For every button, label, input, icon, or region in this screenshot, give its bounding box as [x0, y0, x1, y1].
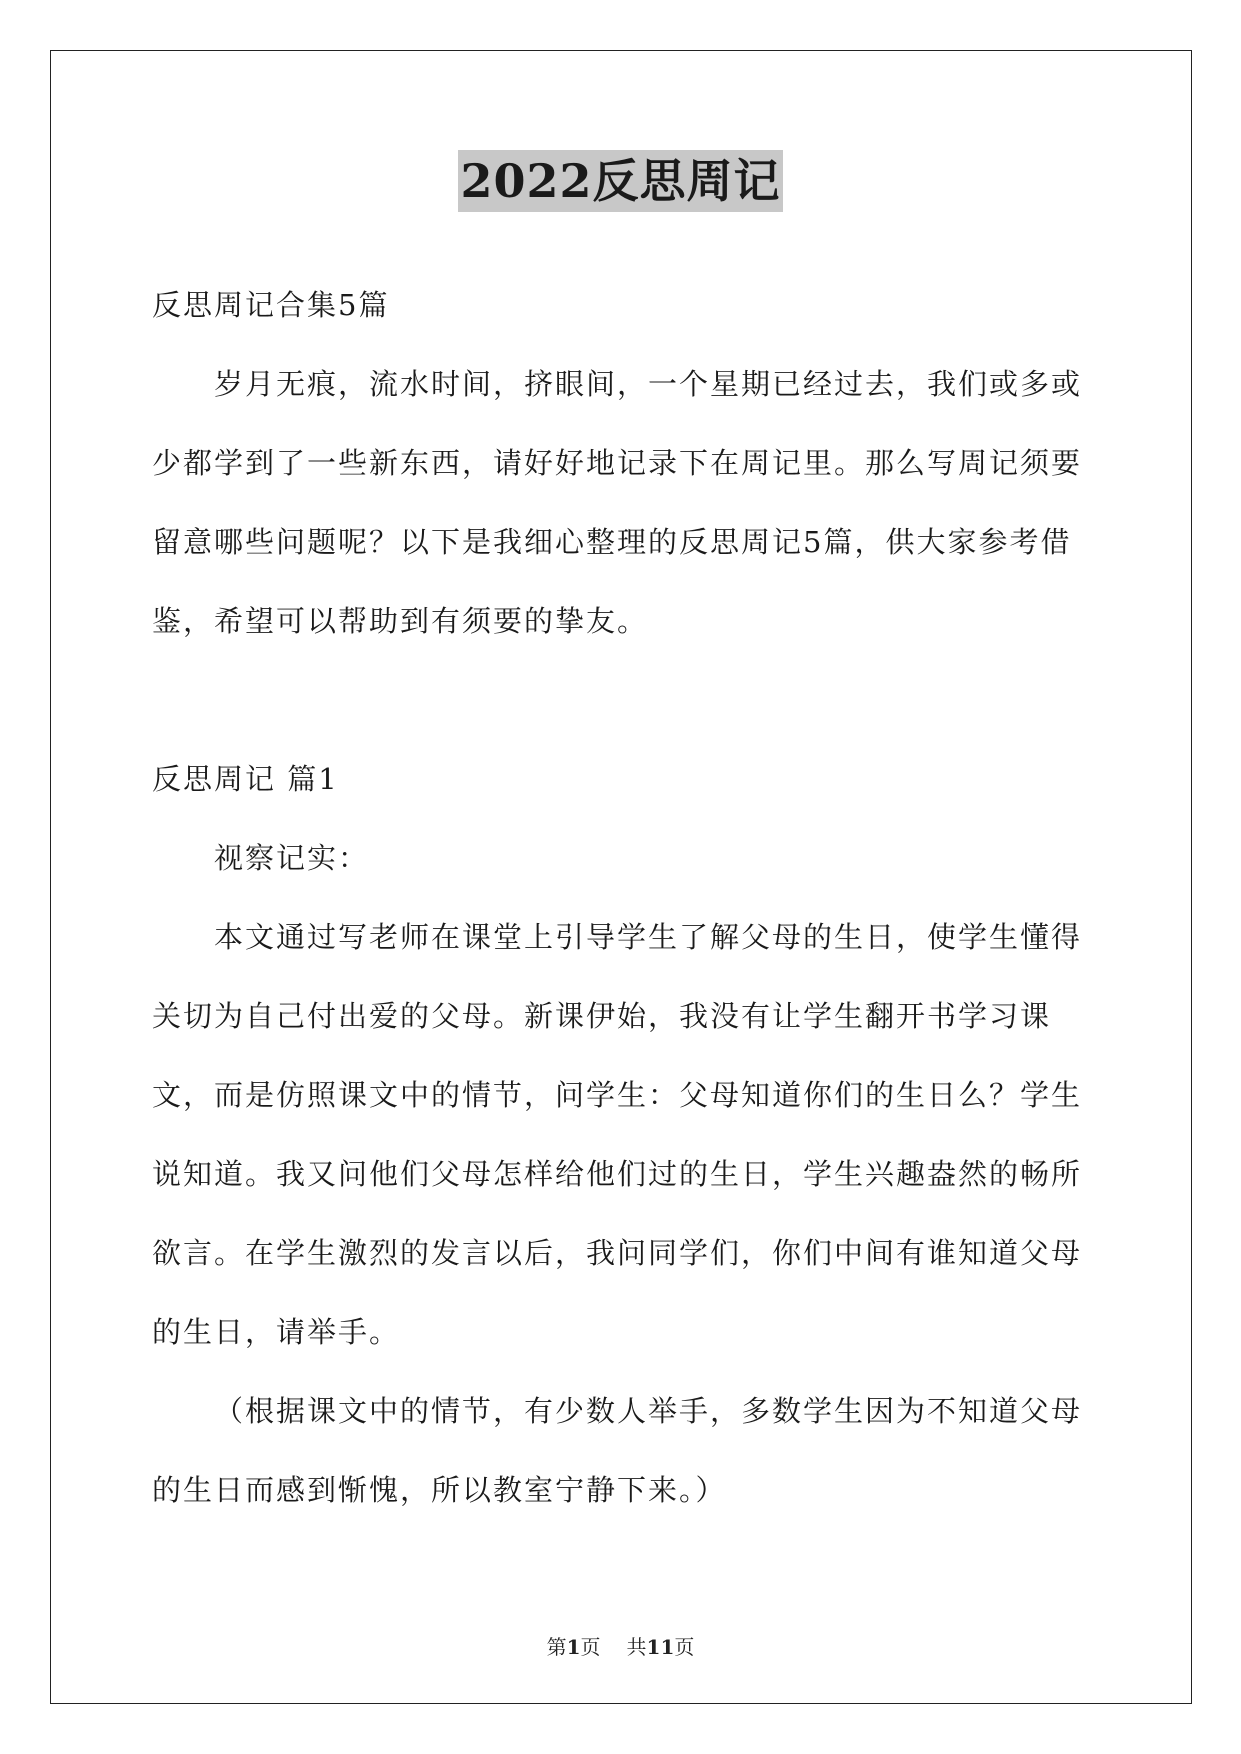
body-paragraph-1: 本文通过写老师在课堂上引导学生了解父母的生日，使学生懂得关切为自己付出爱的父母。新课伊始，我没有让学生翻开书学习课文，而是仿照课文中的情节，问学生：父母知道你们的生日么？学生说知道。我又问他们父母怎样给他们过的生日，学生兴趣盎然的畅所欲言。在学生激烈的发言以后，我问同学们，你们中间有谁知道父母的生日，请举手。: [152, 920, 1083, 1349]
document-title: 2022反思周记: [458, 150, 782, 212]
body-paragraph-2: （根据课文中的情节，有少数人举手，多数学生因为不知道父母的生日而感到惭愧，所以教室宁静下来。）: [152, 1394, 1083, 1507]
section-heading: 反思周记 篇1: [152, 762, 339, 796]
footer-total-suffix: 页: [674, 1635, 695, 1659]
section-label: 视察记实：: [214, 841, 370, 875]
document-body: [152, 266, 1092, 1530]
total-page-count: 11: [646, 1635, 675, 1659]
current-page-number: 1: [566, 1635, 581, 1659]
title-container: [0, 150, 1241, 212]
intro-paragraph: 岁月无痕，流水时间，挤眼间，一个星期已经过去，我们或多或少都学到了一些新东西，请好好地记录下在周记里。那么写周记须要留意哪些问题呢？以下是我细心整理的反思周记5篇，供大家参考借鉴，希望可以帮助到有须要的挚友。: [152, 367, 1083, 638]
spacer: [152, 661, 1092, 740]
footer-total-prefix: 共: [626, 1635, 647, 1659]
footer-prefix: 第: [546, 1635, 567, 1659]
page-footer: [0, 1633, 1241, 1661]
footer-page-suffix: 页: [580, 1635, 601, 1659]
collection-subtitle: 反思周记合集5篇: [152, 288, 390, 322]
